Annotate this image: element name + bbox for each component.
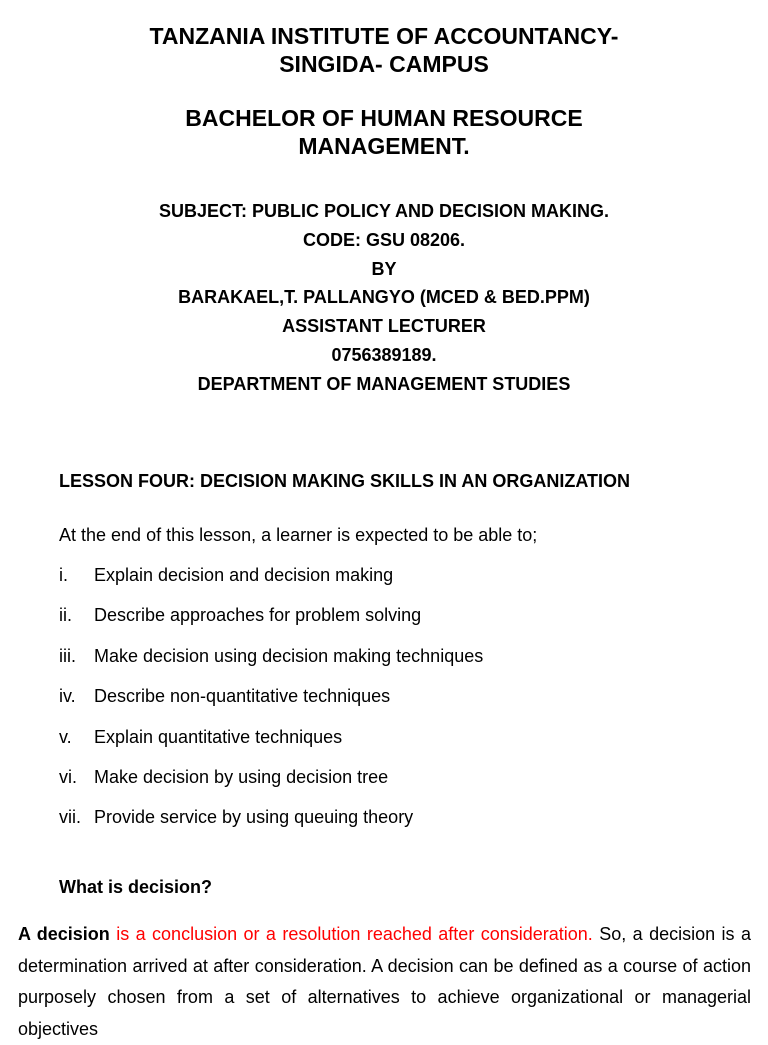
list-item-number: iv. <box>59 686 76 707</box>
lesson-intro: At the end of this lesson, a learner is expected to be able to; <box>59 525 538 545</box>
institution-line-2: SINGIDA- CAMPUS <box>279 51 489 77</box>
institution-title <box>0 22 768 78</box>
course-department: DEPARTMENT OF MANAGEMENT STUDIES <box>197 373 571 394</box>
list-item-text: Make decision by using decision tree <box>94 766 389 787</box>
course-code: CODE: GSU 08206. <box>302 229 466 250</box>
definition-highlight: is a conclusion or a resolution reached after consideration. <box>116 924 593 944</box>
list-item-text: Provide service by using queuing theory <box>94 807 414 828</box>
course-subject: SUBJECT: PUBLIC POLICY AND DECISION MAKING. <box>158 201 610 221</box>
course-info <box>0 197 768 399</box>
definition-paragraph <box>18 919 751 1045</box>
list-item-text: Explain quantitative techniques <box>94 726 343 747</box>
list-item-text: Describe approaches for problem solving <box>94 605 422 626</box>
list-item-number: iii. <box>59 645 76 666</box>
course-author: BARAKAEL,T. PALLANGYO (MCED & BED.PPM) <box>178 287 590 308</box>
section-heading: What is decision? <box>59 877 213 897</box>
programme-line-2: MANAGEMENT. <box>298 133 470 159</box>
definition-body: So, a decision is a determination arrived at after consideration. A decision can be defined as a course of action purposely chosen from a set of alternatives to achieve organizational or managerial objectives <box>18 924 751 1039</box>
list-item-number: vi. <box>59 766 77 787</box>
lesson-title: LESSON FOUR: DECISION MAKING SKILLS IN AN ORGANIZATION <box>59 471 630 491</box>
list-item-number: vii. <box>59 807 81 828</box>
list-item-text: Explain decision and decision making <box>94 565 394 585</box>
list-item-number: ii. <box>59 605 72 626</box>
course-by: BY <box>371 258 397 279</box>
definition-term: A decision <box>18 924 110 944</box>
programme-title <box>0 104 768 160</box>
course-author-phone: 0756389189. <box>331 344 437 365</box>
institution-line-1: TANZANIA INSTITUTE OF ACCOUNTANCY- <box>149 23 619 49</box>
list-item-text: Make decision using decision making techniques <box>94 645 484 666</box>
programme-line-1: BACHELOR OF HUMAN RESOURCE <box>185 105 583 131</box>
list-item-number: v. <box>59 726 72 747</box>
course-author-role: ASSISTANT LECTURER <box>282 316 486 337</box>
list-item-text: Describe non-quantitative techniques <box>94 686 391 707</box>
list-item-number: i. <box>59 565 68 585</box>
